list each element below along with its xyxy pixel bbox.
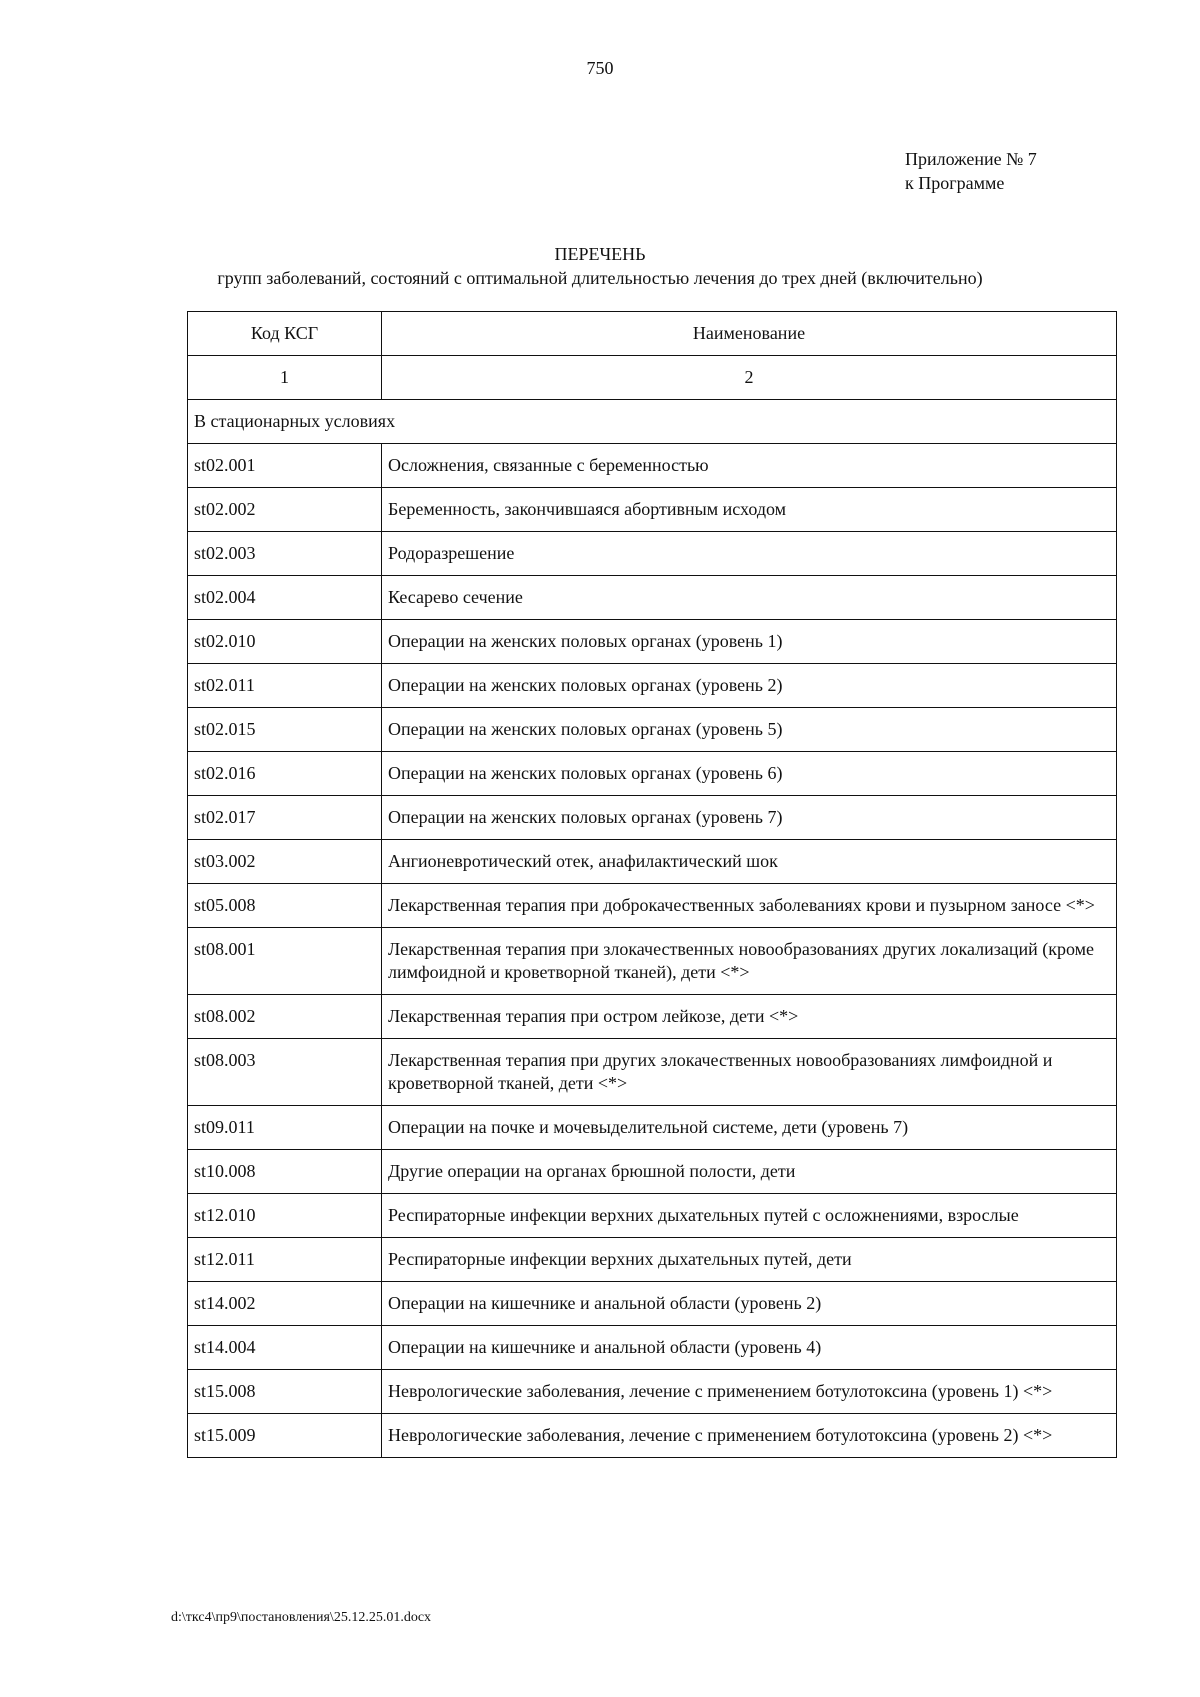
row-name: Осложнения, связанные с беременностью xyxy=(382,444,1117,488)
row-name: Беременность, закончившаяся абортивным исходом xyxy=(382,488,1117,532)
row-name: Лекарственная терапия при других злокачественных новообразованиях лимфоидной и кроветворной тканей, дети <*> xyxy=(382,1039,1117,1106)
row-code: st02.001 xyxy=(188,444,382,488)
row-code: st05.008 xyxy=(188,884,382,928)
row-name: Неврологические заболевания, лечение с применением ботулотоксина (уровень 2) <*> xyxy=(382,1414,1117,1458)
row-code: st08.001 xyxy=(188,928,382,995)
table-row xyxy=(188,708,1117,752)
row-code: st03.002 xyxy=(188,840,382,884)
table-row xyxy=(188,444,1117,488)
table-row xyxy=(188,995,1117,1039)
table-row xyxy=(188,752,1117,796)
table-row xyxy=(188,928,1117,995)
row-name: Операции на женских половых органах (уровень 1) xyxy=(382,620,1117,664)
appendix-note xyxy=(905,147,1037,195)
row-code: st02.004 xyxy=(188,576,382,620)
header-code: Код КСГ xyxy=(188,312,382,356)
row-code: st02.017 xyxy=(188,796,382,840)
row-name: Ангионевротический отек, анафилактический шок xyxy=(382,840,1117,884)
row-name: Операции на женских половых органах (уровень 2) xyxy=(382,664,1117,708)
table-row xyxy=(188,576,1117,620)
row-name: Родоразрешение xyxy=(382,532,1117,576)
row-name: Лекарственная терапия при остром лейкозе, дети <*> xyxy=(382,995,1117,1039)
row-code: st02.002 xyxy=(188,488,382,532)
table-row xyxy=(188,796,1117,840)
page-number: 750 xyxy=(586,58,614,78)
row-name: Лекарственная терапия при доброкачественных заболеваниях крови и пузырном заносе <*> xyxy=(382,884,1117,928)
header-name: Наименование xyxy=(382,312,1117,356)
row-name: Операции на женских половых органах (уровень 5) xyxy=(382,708,1117,752)
row-code: st02.010 xyxy=(188,620,382,664)
appendix-line-1: Приложение № 7 xyxy=(905,149,1037,169)
table-body xyxy=(188,312,1117,1458)
row-code: st12.010 xyxy=(188,1194,382,1238)
table-row xyxy=(188,620,1117,664)
title-subheading: групп заболеваний, состояний с оптимальной длительностью лечения до трех дней (включительно) xyxy=(217,268,983,288)
table-row xyxy=(188,664,1117,708)
row-code: st10.008 xyxy=(188,1150,382,1194)
table-row xyxy=(188,840,1117,884)
row-code: st08.003 xyxy=(188,1039,382,1106)
row-name: Лекарственная терапия при злокачественных новообразованиях других локализаций (кроме лимфоидной и кроветворной тканей), дети <*> xyxy=(382,928,1117,995)
row-code: st12.011 xyxy=(188,1238,382,1282)
row-code: st14.002 xyxy=(188,1282,382,1326)
row-name: Операции на женских половых органах (уровень 7) xyxy=(382,796,1117,840)
table-row xyxy=(188,1326,1117,1370)
section-label: В стационарных условиях xyxy=(188,400,1117,444)
document-title xyxy=(0,242,1200,290)
section-row xyxy=(188,400,1117,444)
table-row xyxy=(188,1238,1117,1282)
row-code: st02.011 xyxy=(188,664,382,708)
table-row xyxy=(188,884,1117,928)
row-name: Другие операции на органах брюшной полости, дети xyxy=(382,1150,1117,1194)
column-number-1: 1 xyxy=(188,356,382,400)
table-row xyxy=(188,1106,1117,1150)
file-path-footer: d:\ткс4\пр9\постановления\25.12.25.01.docx xyxy=(171,1610,432,1625)
table-row xyxy=(188,488,1117,532)
row-name: Респираторные инфекции верхних дыхательных путей, дети xyxy=(382,1238,1117,1282)
table-row xyxy=(188,1282,1117,1326)
row-name: Операции на почке и мочевыделительной системе, дети (уровень 7) xyxy=(382,1106,1117,1150)
column-number-2: 2 xyxy=(382,356,1117,400)
table-row xyxy=(188,1150,1117,1194)
row-name: Респираторные инфекции верхних дыхательных путей с осложнениями, взрослые xyxy=(382,1194,1117,1238)
table-row xyxy=(188,532,1117,576)
appendix-line-2: к Программе xyxy=(905,173,1005,193)
row-code: st09.011 xyxy=(188,1106,382,1150)
row-code: st15.008 xyxy=(188,1370,382,1414)
table-row xyxy=(188,1039,1117,1106)
row-code: st15.009 xyxy=(188,1414,382,1458)
table-header-row xyxy=(188,312,1117,356)
table-row xyxy=(188,1194,1117,1238)
title-heading: ПЕРЕЧЕНЬ xyxy=(554,244,646,264)
row-name: Кесарево сечение xyxy=(382,576,1117,620)
row-name: Операции на кишечнике и анальной области (уровень 2) xyxy=(382,1282,1117,1326)
row-name: Неврологические заболевания, лечение с применением ботулотоксина (уровень 1) <*> xyxy=(382,1370,1117,1414)
row-code: st08.002 xyxy=(188,995,382,1039)
row-name: Операции на женских половых органах (уровень 6) xyxy=(382,752,1117,796)
table-row xyxy=(188,1414,1117,1458)
table-row xyxy=(188,1370,1117,1414)
row-name: Операции на кишечнике и анальной области (уровень 4) xyxy=(382,1326,1117,1370)
ksg-table xyxy=(187,311,1117,1458)
column-number-row xyxy=(188,356,1117,400)
row-code: st14.004 xyxy=(188,1326,382,1370)
row-code: st02.003 xyxy=(188,532,382,576)
row-code: st02.016 xyxy=(188,752,382,796)
row-code: st02.015 xyxy=(188,708,382,752)
